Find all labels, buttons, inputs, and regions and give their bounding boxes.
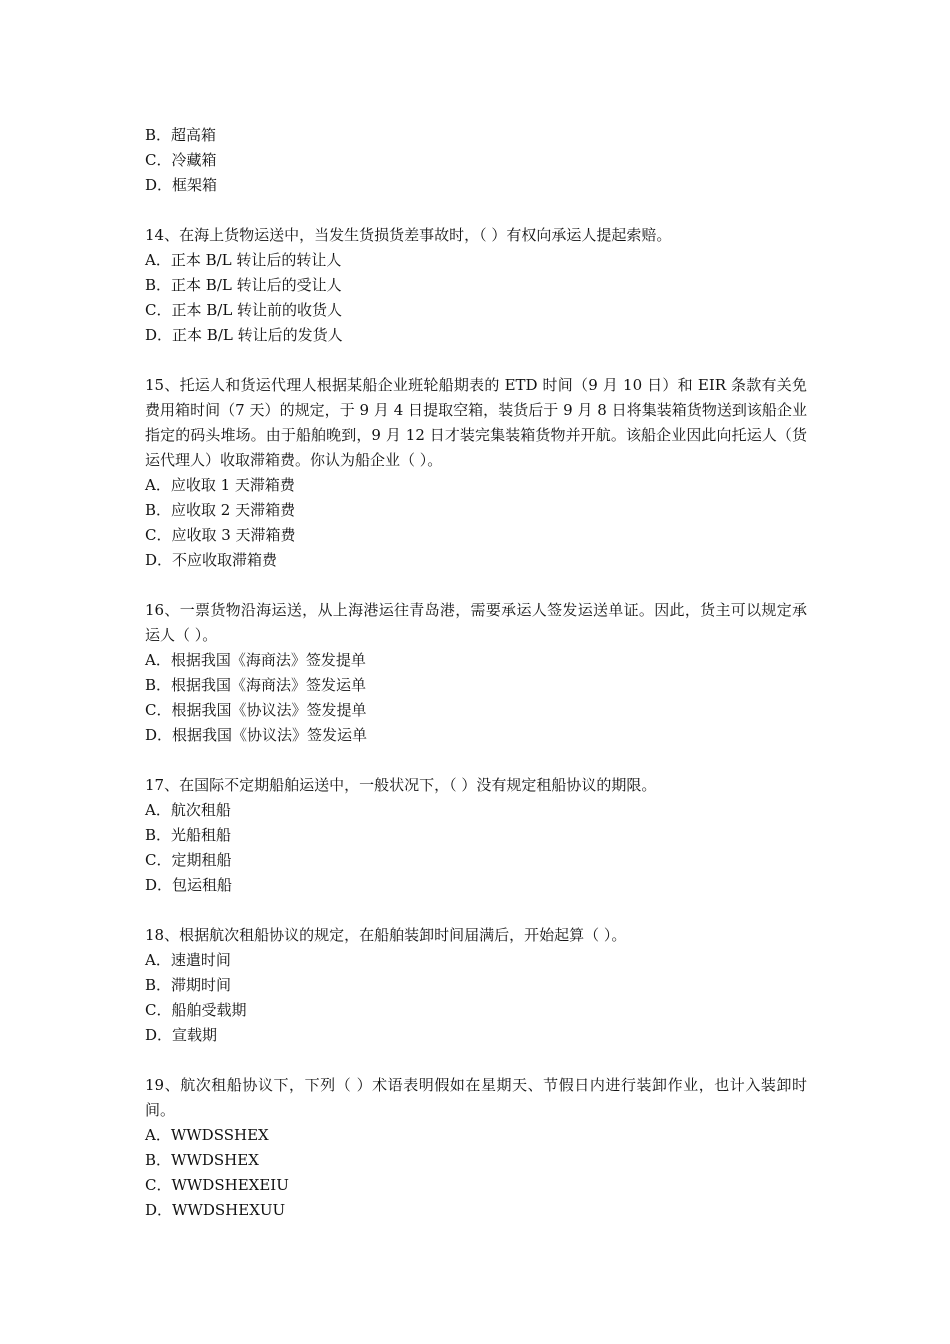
spacer bbox=[145, 898, 807, 923]
option-c: C．冷藏箱 bbox=[145, 151, 217, 169]
spacer bbox=[145, 748, 807, 773]
option-d: D．WWDSHEXUU bbox=[145, 1201, 286, 1219]
option-b: B．光船租船 bbox=[145, 826, 232, 844]
spacer bbox=[145, 198, 807, 223]
option-b: B．滞期时间 bbox=[145, 976, 232, 994]
option-d: D．正本 B/L 转让后的发货人 bbox=[145, 326, 343, 344]
option-b: B．根据我国《海商法》签发运单 bbox=[145, 676, 367, 694]
option-b: B．正本 B/L 转让后的受让人 bbox=[145, 276, 342, 294]
document-page bbox=[145, 123, 807, 1223]
option-c: C．船舶受载期 bbox=[145, 1001, 247, 1019]
option-d: D．宣载期 bbox=[145, 1026, 218, 1044]
spacer bbox=[145, 573, 807, 598]
question-stem: 17、在国际不定期船舶运送中，一般状况下，（ ）没有规定租船协议的期限。 bbox=[145, 776, 657, 794]
option-a: A．应收取 1 天滞箱费 bbox=[145, 476, 295, 494]
question-15 bbox=[145, 373, 807, 573]
option-d: D．框架箱 bbox=[145, 176, 218, 194]
option-a: A．正本 B/L 转让后的转让人 bbox=[145, 251, 342, 269]
question-stem: 16、一票货物沿海运送，从上海港运往青岛港，需要承运人签发运送单证。因此，货主可以规定承运人（ ）。 bbox=[145, 601, 807, 644]
leading-options bbox=[145, 123, 807, 198]
question-14 bbox=[145, 223, 807, 348]
option-c: C．WWDSHEXEIU bbox=[145, 1176, 289, 1194]
option-a: A．速遣时间 bbox=[145, 951, 231, 969]
option-d: D．包运租船 bbox=[145, 876, 233, 894]
option-a: A．航次租船 bbox=[145, 801, 231, 819]
question-stem: 19、航次租船协议下，下列（ ）术语表明假如在星期天、节假日内进行装卸作业，也计入装卸时间。 bbox=[145, 1076, 807, 1119]
option-a: A．根据我国《海商法》签发提单 bbox=[145, 651, 366, 669]
option-d: D．不应收取滞箱费 bbox=[145, 551, 278, 569]
option-c: C．应收取 3 天滞箱费 bbox=[145, 526, 296, 544]
question-stem: 18、根据航次租船协议的规定，在船舶装卸时间届满后，开始起算（ ）。 bbox=[145, 926, 627, 944]
question-17 bbox=[145, 773, 807, 898]
option-c: C．根据我国《协议法》签发提单 bbox=[145, 701, 367, 719]
question-18 bbox=[145, 923, 807, 1048]
spacer bbox=[145, 1048, 807, 1073]
option-c: C．定期租船 bbox=[145, 851, 232, 869]
question-16 bbox=[145, 598, 807, 748]
option-c: C．正本 B/L 转让前的收货人 bbox=[145, 301, 343, 319]
option-a: A．WWDSSHEX bbox=[145, 1126, 269, 1144]
question-19 bbox=[145, 1073, 807, 1223]
option-d: D．根据我国《协议法》签发运单 bbox=[145, 726, 368, 744]
spacer bbox=[145, 348, 807, 373]
option-b: B．应收取 2 天滞箱费 bbox=[145, 501, 296, 519]
option-b: B．WWDSHEX bbox=[145, 1151, 259, 1169]
question-stem: 15、托运人和货运代理人根据某船企业班轮船期表的 ETD 时间（9 月 10 日）和 EIR 条款有关免费用箱时间（7 天）的规定，于 9 月 4 日提取空箱，装货后于 9 月 8 日将集装箱货物送到该船企业指定的码头堆场。由于船舶晚到，9 月 12 日才装完集装箱货物并开航。该船企业因此向托运人（货运代理人）收取滞箱费。你认为船企业（ ）。 bbox=[145, 376, 807, 469]
question-stem: 14、在海上货物运送中，当发生货损货差事故时，（ ）有权向承运人提起索赔。 bbox=[145, 226, 672, 244]
option-b: B．超高箱 bbox=[145, 126, 217, 144]
